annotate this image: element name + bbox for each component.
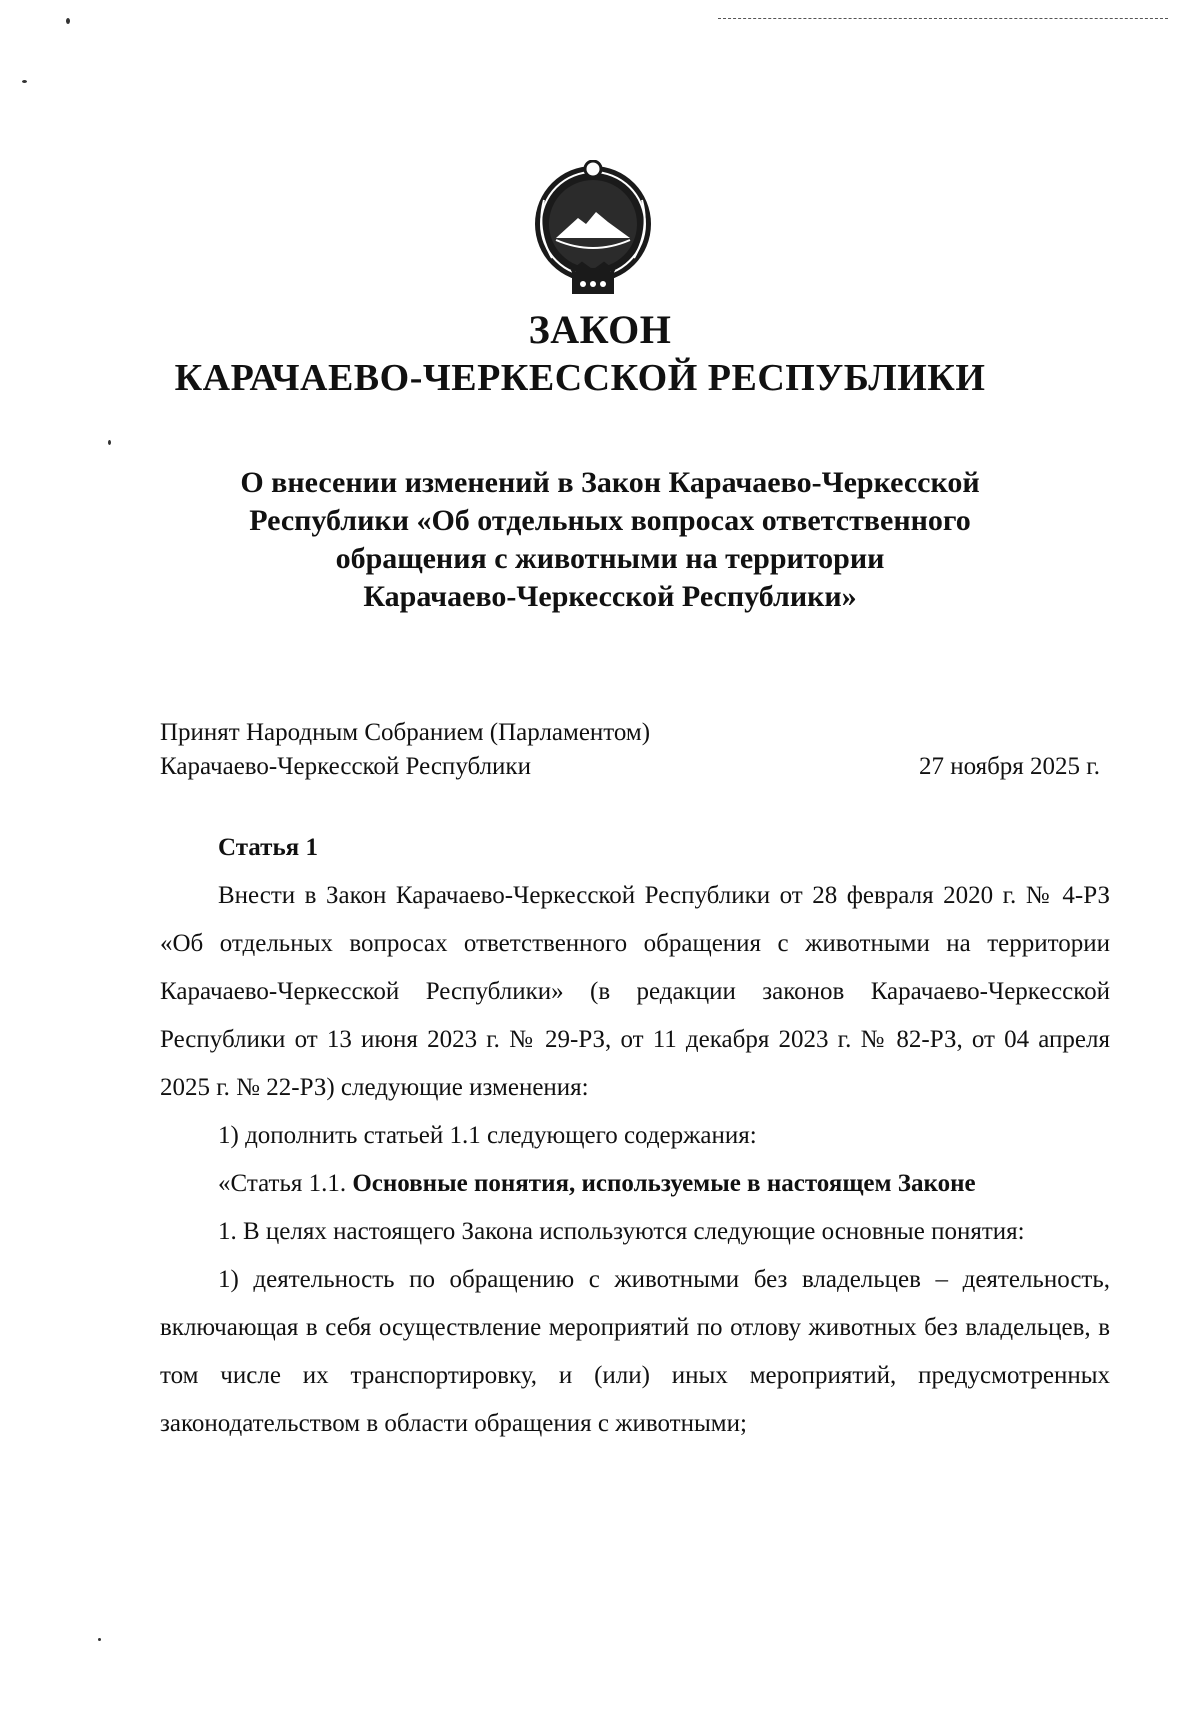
scan-speck — [22, 80, 27, 83]
law-title-line: О внесении изменений в Закон Карачаево-Черкесской — [240, 466, 980, 499]
adoption-block — [160, 716, 1100, 784]
article-paragraph: Внести в Закон Карачаево-Черкесской Республики от 28 февраля 2020 г. № 4-РЗ «Об отдельных вопросах ответственного обращения с животными на территории Карачаево-Черкесской Республики» (в редакции законов Карачаево-Черкесской Республики от 13 июня 2023 г. № 29-РЗ, от 11 декабря 2023 г. № 82-РЗ, от 04 апреля 2025 г. № 22-РЗ) следующие изменения: — [160, 882, 1110, 1101]
adoption-line: Принят Народным Собранием (Парламентом) — [160, 719, 651, 746]
adoption-date: 27 ноября 2025 г. — [918, 753, 1100, 780]
article-paragraph: 1. В целях настоящего Закона используются следующие основные понятия: — [218, 1218, 1025, 1245]
new-article-heading — [160, 1160, 1110, 1208]
adoption-line: Карачаево-Черкесской Республики — [160, 753, 531, 780]
top-rule — [718, 18, 1168, 19]
scan-speck — [66, 18, 70, 24]
new-article-prefix: «Статья 1.1. — [218, 1170, 353, 1197]
scan-speck — [108, 440, 111, 445]
law-title-line: обращения с животными на территории — [335, 542, 885, 575]
new-article-title: Основные понятия, используемые в настоящем Законе — [352, 1170, 976, 1197]
document-type-title: ЗАКОН — [528, 307, 672, 352]
article-body — [160, 826, 1110, 1448]
article-paragraph: 1) дополнить статьей 1.1 следующего содержания: — [218, 1122, 757, 1149]
coat-of-arms-icon — [526, 160, 660, 300]
law-title-line: Республики «Об отдельных вопросах ответственного — [249, 504, 971, 537]
article-heading: Статья 1 — [218, 834, 318, 861]
law-title — [200, 464, 1020, 616]
law-title-line: Карачаево-Черкесской Республики» — [363, 580, 857, 613]
article-paragraph: 1) деятельность по обращению с животными без владельцев – деятельность, включающая в себя осуществление мероприятий по отлову животных без владельцев, в том числе их транспортировку, и (или) иных мероприятий, предусмотренных законодательством в области обращения с животными; — [160, 1266, 1110, 1437]
republic-title: КАРАЧАЕВО-ЧЕРКЕССКОЙ РЕСПУБЛИКИ — [174, 357, 986, 399]
scan-speck — [98, 1638, 101, 1641]
